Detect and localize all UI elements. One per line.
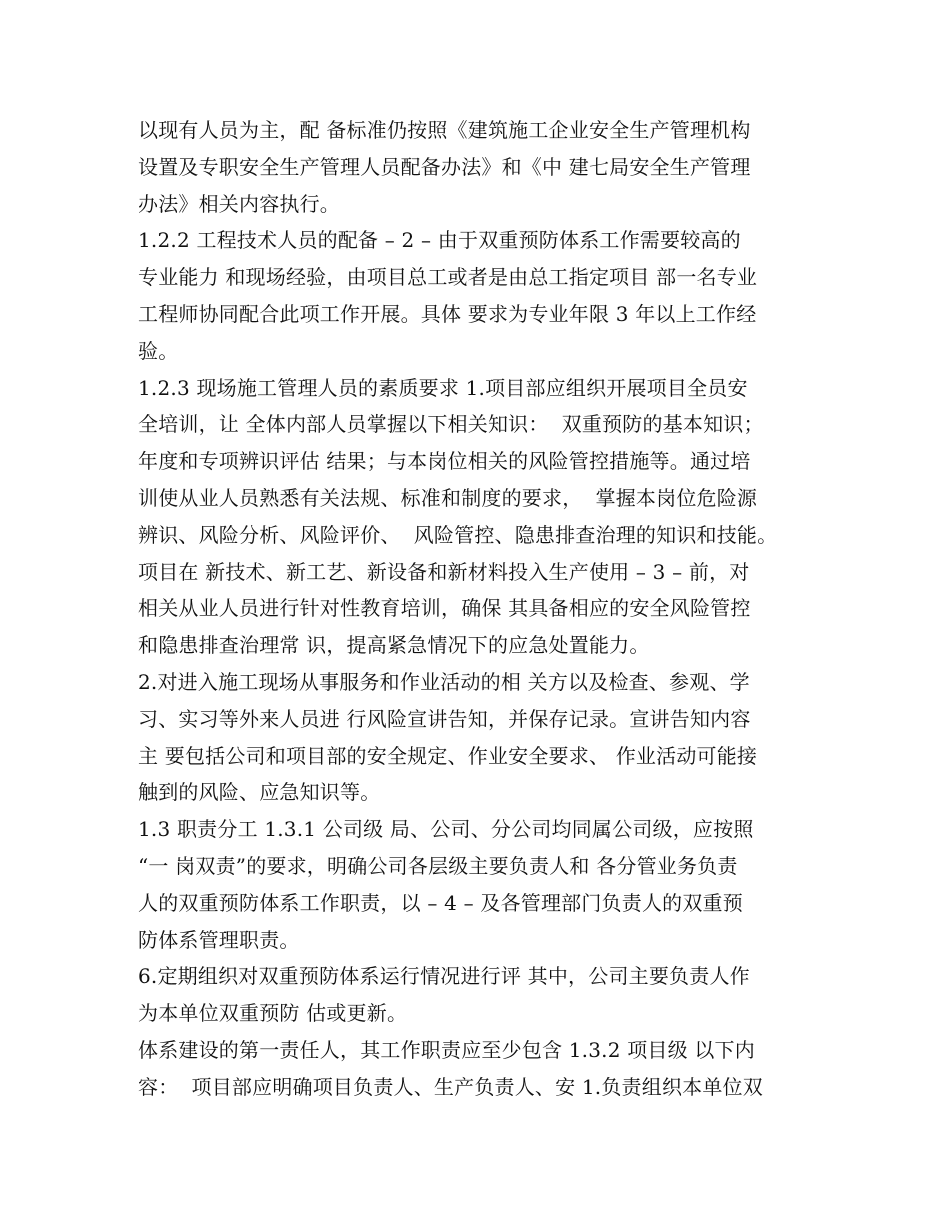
- text-line: 辨识、风险分析、风险评价、 风险管控、隐患排查治理的知识和技能。: [138, 522, 778, 547]
- text-line: 防体系管理职责。: [138, 927, 300, 952]
- text-line: 相关从业人员进行针对性教育培训，确保 其具备相应的安全风险管控: [138, 596, 751, 621]
- text-line: 1.2.2 工程技术人员的配备 – 2 – 由于双重预防体系工作需要较高的: [138, 228, 741, 253]
- text-line: “一 岗双责”的要求，明确公司各层级主要负责人和 各分管业务负责: [138, 853, 738, 878]
- text-line: 1.3 职责分工 1.3.1 公司级 局、公司、分公司均同属公司级，应按照: [138, 817, 754, 842]
- text-line: 6.定期组织对双重预防体系运行情况进行评 其中，公司主要负责人作: [138, 964, 750, 989]
- text-line: 习、实习等外来人员进 行风险宣讲告知，并保存记录。宣讲告知内容: [138, 706, 751, 731]
- text-line: 训使从业人员熟悉有关法规、标准和制度的要求， 掌握本岗位危险源: [138, 485, 758, 510]
- text-line: 人的双重预防体系工作职责，以 – 4 – 及各管理部门负责人的双重预: [138, 890, 743, 915]
- text-line: 项目在 新技术、新工艺、新设备和新材料投入生产使用 – 3 – 前，对: [138, 559, 750, 584]
- text-line: 全培训，让 全体内部人员掌握以下相关知识： 双重预防的基本知识；: [138, 412, 764, 437]
- text-line: 工程师协同配合此项工作开展。具体 要求为专业年限 3 年以上工作经: [138, 301, 757, 326]
- text-line: 为本单位双重预防 估或更新。: [138, 1001, 408, 1026]
- text-line: 年度和专项辨识评估 结果；与本岗位相关的风险管控措施等。通过培: [138, 449, 751, 474]
- text-line: 以现有人员为主，配 备标准仍按照《建筑施工企业安全生产管理机构: [138, 118, 751, 142]
- text-line: 2.对进入施工现场从事服务和作业活动的相 关方以及检查、参观、学: [138, 669, 750, 694]
- document-body: [138, 112, 828, 1106]
- text-line: 容： 项目部应明确项目负责人、生产负责人、安 1.负责组织本单位双: [138, 1074, 763, 1099]
- text-line: 办法》相关内容执行。: [138, 191, 340, 216]
- text-line: 设置及专职安全生产管理人员配备办法》和《中 建七局安全生产管理: [138, 154, 751, 179]
- text-line: 和隐患排查治理常 识，提高紧急情况下的应急处置能力。: [138, 633, 650, 658]
- text-line: 主 要包括公司和项目部的安全规定、作业安全要求、 作业活动可能接: [138, 743, 758, 768]
- text-line: 1.2.3 现场施工管理人员的素质要求 1.项目部应组织开展项目全员安: [138, 375, 748, 400]
- text-line: 验。: [138, 338, 179, 363]
- text-line: 触到的风险、应急知识等。: [138, 780, 381, 805]
- text-line: 专业能力 和现场经验，由项目总工或者是由总工指定项目 部一名专业: [138, 265, 758, 290]
- text-line: 体系建设的第一责任人，其工作职责应至少包含 1.3.2 项目级 以下内: [138, 1037, 755, 1062]
